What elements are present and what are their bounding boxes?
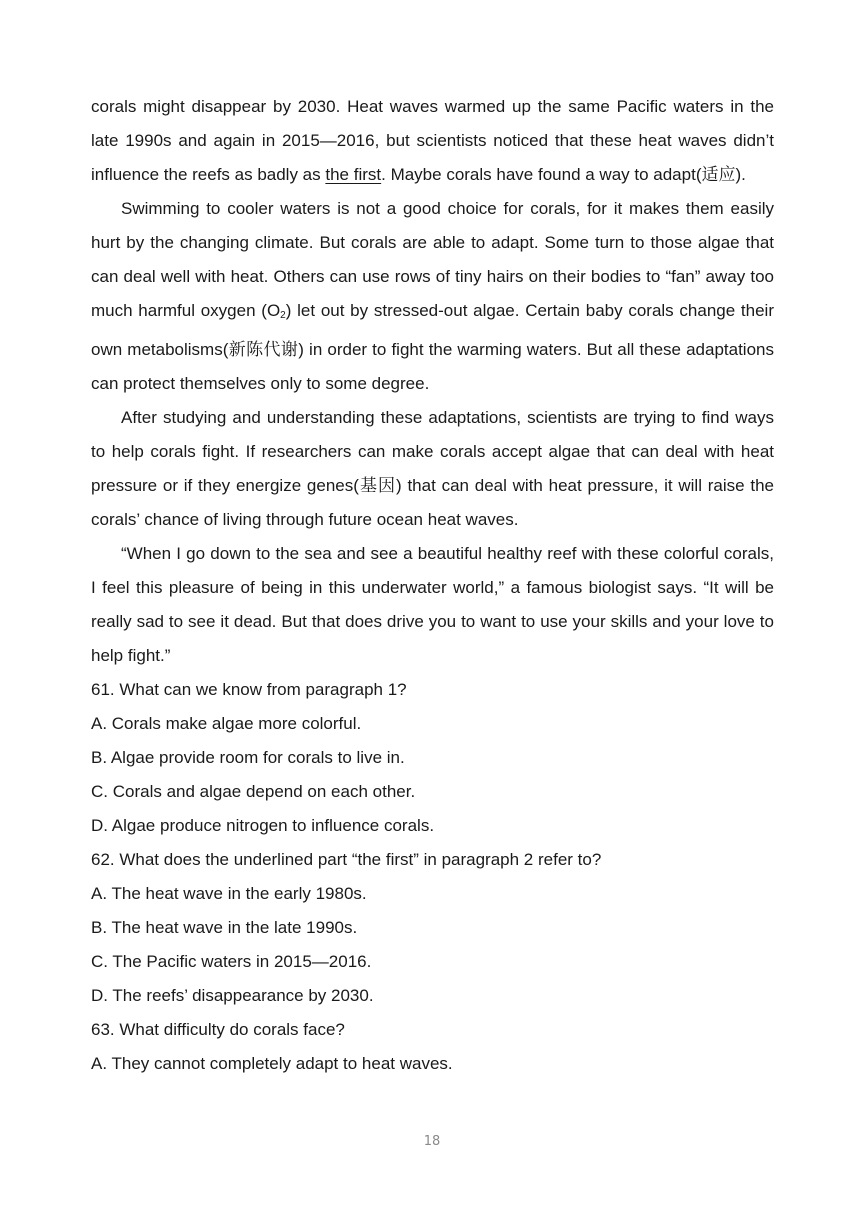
passage-paragraph-1 [91,90,774,192]
question-62 [91,843,774,1013]
oxygen-subscript: 2 [280,310,286,321]
passage-paragraph-2 [91,192,774,401]
question-stem: 63. What difficulty do corals face? [91,1020,345,1039]
question-stem: 61. What can we know from paragraph 1? [91,680,407,699]
option-a: A. Corals make algae more colorful. [91,714,362,733]
option-a: A. The heat wave in the early 1980s. [91,884,367,903]
option-d: D. The reefs’ disappearance by 2030. [91,986,374,1005]
option-c: C. The Pacific waters in 2015—2016. [91,952,372,971]
option-a: A. They cannot completely adapt to heat waves. [91,1054,453,1073]
option-b: B. The heat wave in the late 1990s. [91,918,358,937]
question-63 [91,1013,774,1081]
underlined-phrase: the first [325,165,382,184]
paragraph-2-text-before: Swimming to cooler waters is not a good choice for corals, for it makes them easily hurt by the changing climate. But corals are able to adapt. Some turn to those algae that can deal well with heat. Others can use rows of tiny hairs on their bodies to “fan” away too much harmful oxygen (O [91,199,774,320]
question-61 [91,673,774,843]
paragraph-2-text-after: ) let out by stressed-out algae. Certain baby corals change their own metabolisms(新陈代谢) in order to fight the warming waters. But all these adaptations can protect themselves only to some degree. [91,301,774,393]
page-number: 18 [423,1134,441,1149]
question-stem: 62. What does the underlined part “the first” in paragraph 2 refer to? [91,850,602,869]
page-content [91,90,774,1081]
passage-paragraph-4: “When I go down to the sea and see a beautiful healthy reef with these colorful corals, I feel this pleasure of being in this underwater world,” a famous biologist says. “It will be really sad to see it dead. But that does drive you to want to use your skills and your love to help fight.” [91,544,774,665]
option-c: C. Corals and algae depend on each other. [91,782,416,801]
paragraph-1-text-after: . Maybe corals have found a way to adapt(适应). [381,165,746,184]
paragraph-1-text-before: corals might disappear by 2030. Heat waves warmed up the same Pacific waters in the late 1990s and again in 2015—2016, but scientists noticed that these heat waves didn’t influence the reefs as badly as [91,97,774,184]
passage-paragraph-3: After studying and understanding these adaptations, scientists are trying to find ways to help corals fight. If researchers can make corals accept algae that can deal with heat pressure or if they energize genes(基因) that can deal with heat pressure, it will raise the corals’ chance of living through future ocean heat waves. [91,408,774,529]
option-b: B. Algae provide room for corals to live in. [91,748,405,767]
option-d: D. Algae produce nitrogen to influence corals. [91,816,435,835]
